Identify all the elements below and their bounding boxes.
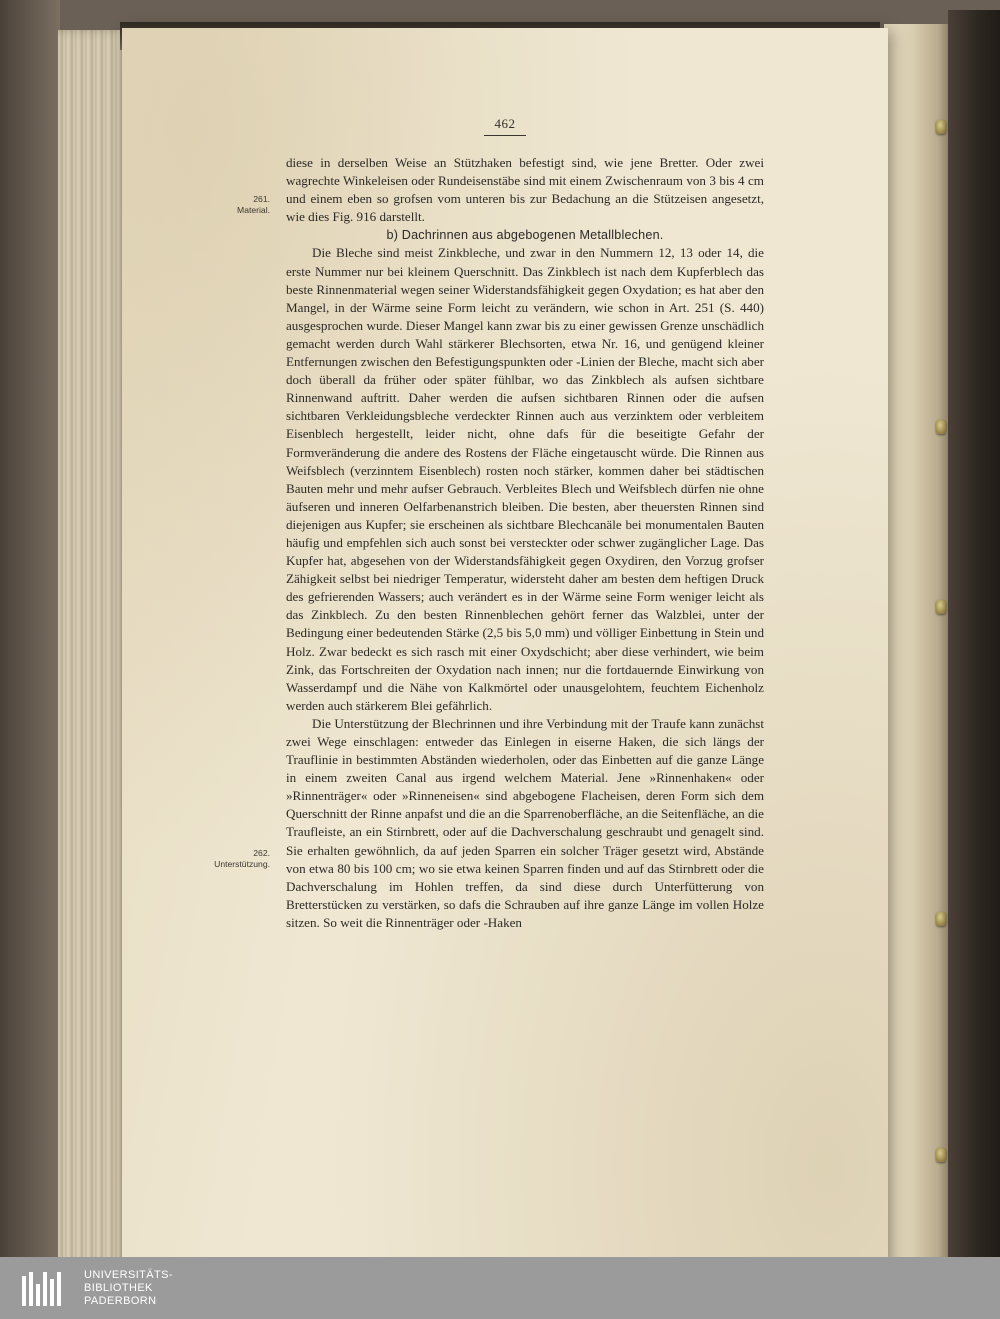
marginal-number: 262.	[253, 848, 270, 858]
paragraph-material: Die Bleche sind meist Zinkbleche, und zwar in den Nummern 12, 13 oder 14, die erste Nummer nur bei kleinem Querschnitt. Das Zinkblech ist nach dem Kupferblech das beste Rinnenmaterial wegen seiner Widerstandsfähigkeit gegen Oxydation; es hat aber den Mangel, in der Wärme seine Form leicht zu verändern, wie schon in Art. 251 (S. 440) ausgesprochen wurde. Dieser Mangel kann zwar bis zu einer gewissen Grenze unschädlich gemacht werden durch Wahl stärkerer Blechsorten, etwa Nr. 16, und genügend kleiner Entfernungen zwischen den Befestigungspunkten oder -Linien der Bleche, macht sich aber doch überall da früher oder später fühlbar, wo das Zinkblech als aufsen sichtbare Rinnenwand auftritt. Daher werden die aufsen sichtbaren Rinnen oder die aufsen sichtbaren Verkleidungsbleche verdeckter Rinnen auch aus verzinktem oder verbleitem Eisenblech hergestellt, leider nicht, ohne dafs für die beseitigte Gefahr der Formveränderung die andere des Rostens der Fläche eingetauscht würde. Die Rinnen aus Weifsblech (verzinntem Eisenblech) rosten noch stärker, kommen daher bei städtischen Bauten mehr und mehr aufser Gebrauch. Verbleites Blech und Weifsblech dürfen nie ohne äufseren und inneren Oelfarbenanstrich bleiben. Die besten, aber theuersten Rinnen sind diejenigen aus Kupfer; sie erscheinen als sichtbare Blechcanäle bei monumentalen Bauten häufig und empfehlen sich auch sonst bei versteckter oder schwer zugänglicher Lage. Das Kupfer hat, abgesehen von der Widerstandsfähigkeit gegen Oxydiren, den Vorzug grofser Zähigkeit selbst bei niedriger Temperatur, widersteht daher am besten dem heftigen Druck des gefrierenden Wassers; auch verändert es in der Wärme seine Form weniger leicht als das Zinkblech. Zu den besten Rinnenblechen gehört ferner das Walzblei, unter der Bedingung einer bedeutenden Stärke (2,5 bis 5,0 mm) und völliger Einbettung in Stein und Holz. Zwar bedeckt es sich rasch mit einer Oxydschicht; aber diese verhindert, wie beim Zink, das Fortschreiten der Oxydation nach innen; nur die fortdauernde Einwirkung von Wasserdampf und die Nähe von Kalkmörtel oder unausgelohtem, feuchtem Eichenholz werden auch stärkerem Blei gefährlich.	[286, 245, 764, 713]
marginal-label: Unterstützung.	[214, 859, 270, 869]
section-subheading: b) Dachrinnen aus abgebogenen Metallblechen.	[386, 228, 664, 243]
marginal-number: 261.	[253, 194, 270, 204]
barcode-icon	[22, 1270, 72, 1306]
paragraph-unterstuetzung: Die Unterstützung der Blechrinnen und ihre Verbindung mit der Traufe kann zunächst zwei Wege einschlagen: entweder das Einlegen in eiserne Haken, die sich längs der Trauflinie in bestimmten Abständen wiederholen, oder das Einbetten auf die ganze Länge in einem zweiten Canal aus irgend welchem Material. Jene »Rinnenhaken« oder »Rinnenträger« oder »Rinneneisen« sind abgebogene Flacheisen, deren Form sich dem Querschnitt der Rinne anpafst und die an die Sparrenoberfläche, an die Seitenfläche, an die Traufleiste, an ein Stirnbrett, oder auf die Dachverschalung geschraubt und genagelt sind. Sie erhalten gewöhnlich, da auf jeden Sparren ein solcher Träger gesetzt wird, Abstände von etwa 80 bis 100 cm; wo sie etwa keinen Sparren finden und auf das Stirnbrett oder die Dachverschalung im Hohlen treffen, da sind diese durch Unterfütterung von Bretterstücken zu verstärken, so dafs die Schrauben auf ihre ganze Länge im vollen Holze sitzen. So weit die Rinnenträger oder -Haken	[286, 715, 764, 930]
marginal-note-262	[174, 848, 270, 870]
book-cover-right	[948, 10, 1000, 1310]
page-clip-bottom	[936, 1148, 946, 1162]
text-column	[286, 154, 764, 932]
library-watermark-bar	[0, 1257, 1000, 1319]
page-folio	[122, 116, 888, 136]
marginal-note-261	[174, 194, 270, 216]
book-gutter-left	[0, 0, 60, 1319]
library-name	[84, 1269, 173, 1308]
library-name-line2: BIBLIOTHEK	[84, 1281, 153, 1294]
library-name-line3: PADERBORN	[84, 1294, 157, 1307]
facing-page-edge	[884, 24, 956, 1294]
page-clip-middle	[936, 600, 946, 614]
library-name-line1: UNIVERSITÄTS-	[84, 1268, 173, 1281]
scanned-page	[122, 28, 888, 1292]
folio-rule	[484, 135, 526, 136]
page-clip-lower	[936, 912, 946, 926]
page-clip-upper	[936, 420, 946, 434]
page-clip-top	[936, 120, 946, 134]
marginal-label: Material.	[237, 205, 270, 215]
paragraph-intro: diese in derselben Weise an Stützhaken befestigt sind, wie jene Bretter. Oder zwei wagrechte Winkeleisen oder Rundeisenstäbe sind mit einem Zwischenraum von 3 bis 4 cm und einem eben so grofsen vom unteren bis zur Bedachung an die Stützeisen angesetzt, wie dies Fig. 916 darstellt.	[286, 155, 764, 225]
page-folio-text: 462	[494, 116, 516, 131]
